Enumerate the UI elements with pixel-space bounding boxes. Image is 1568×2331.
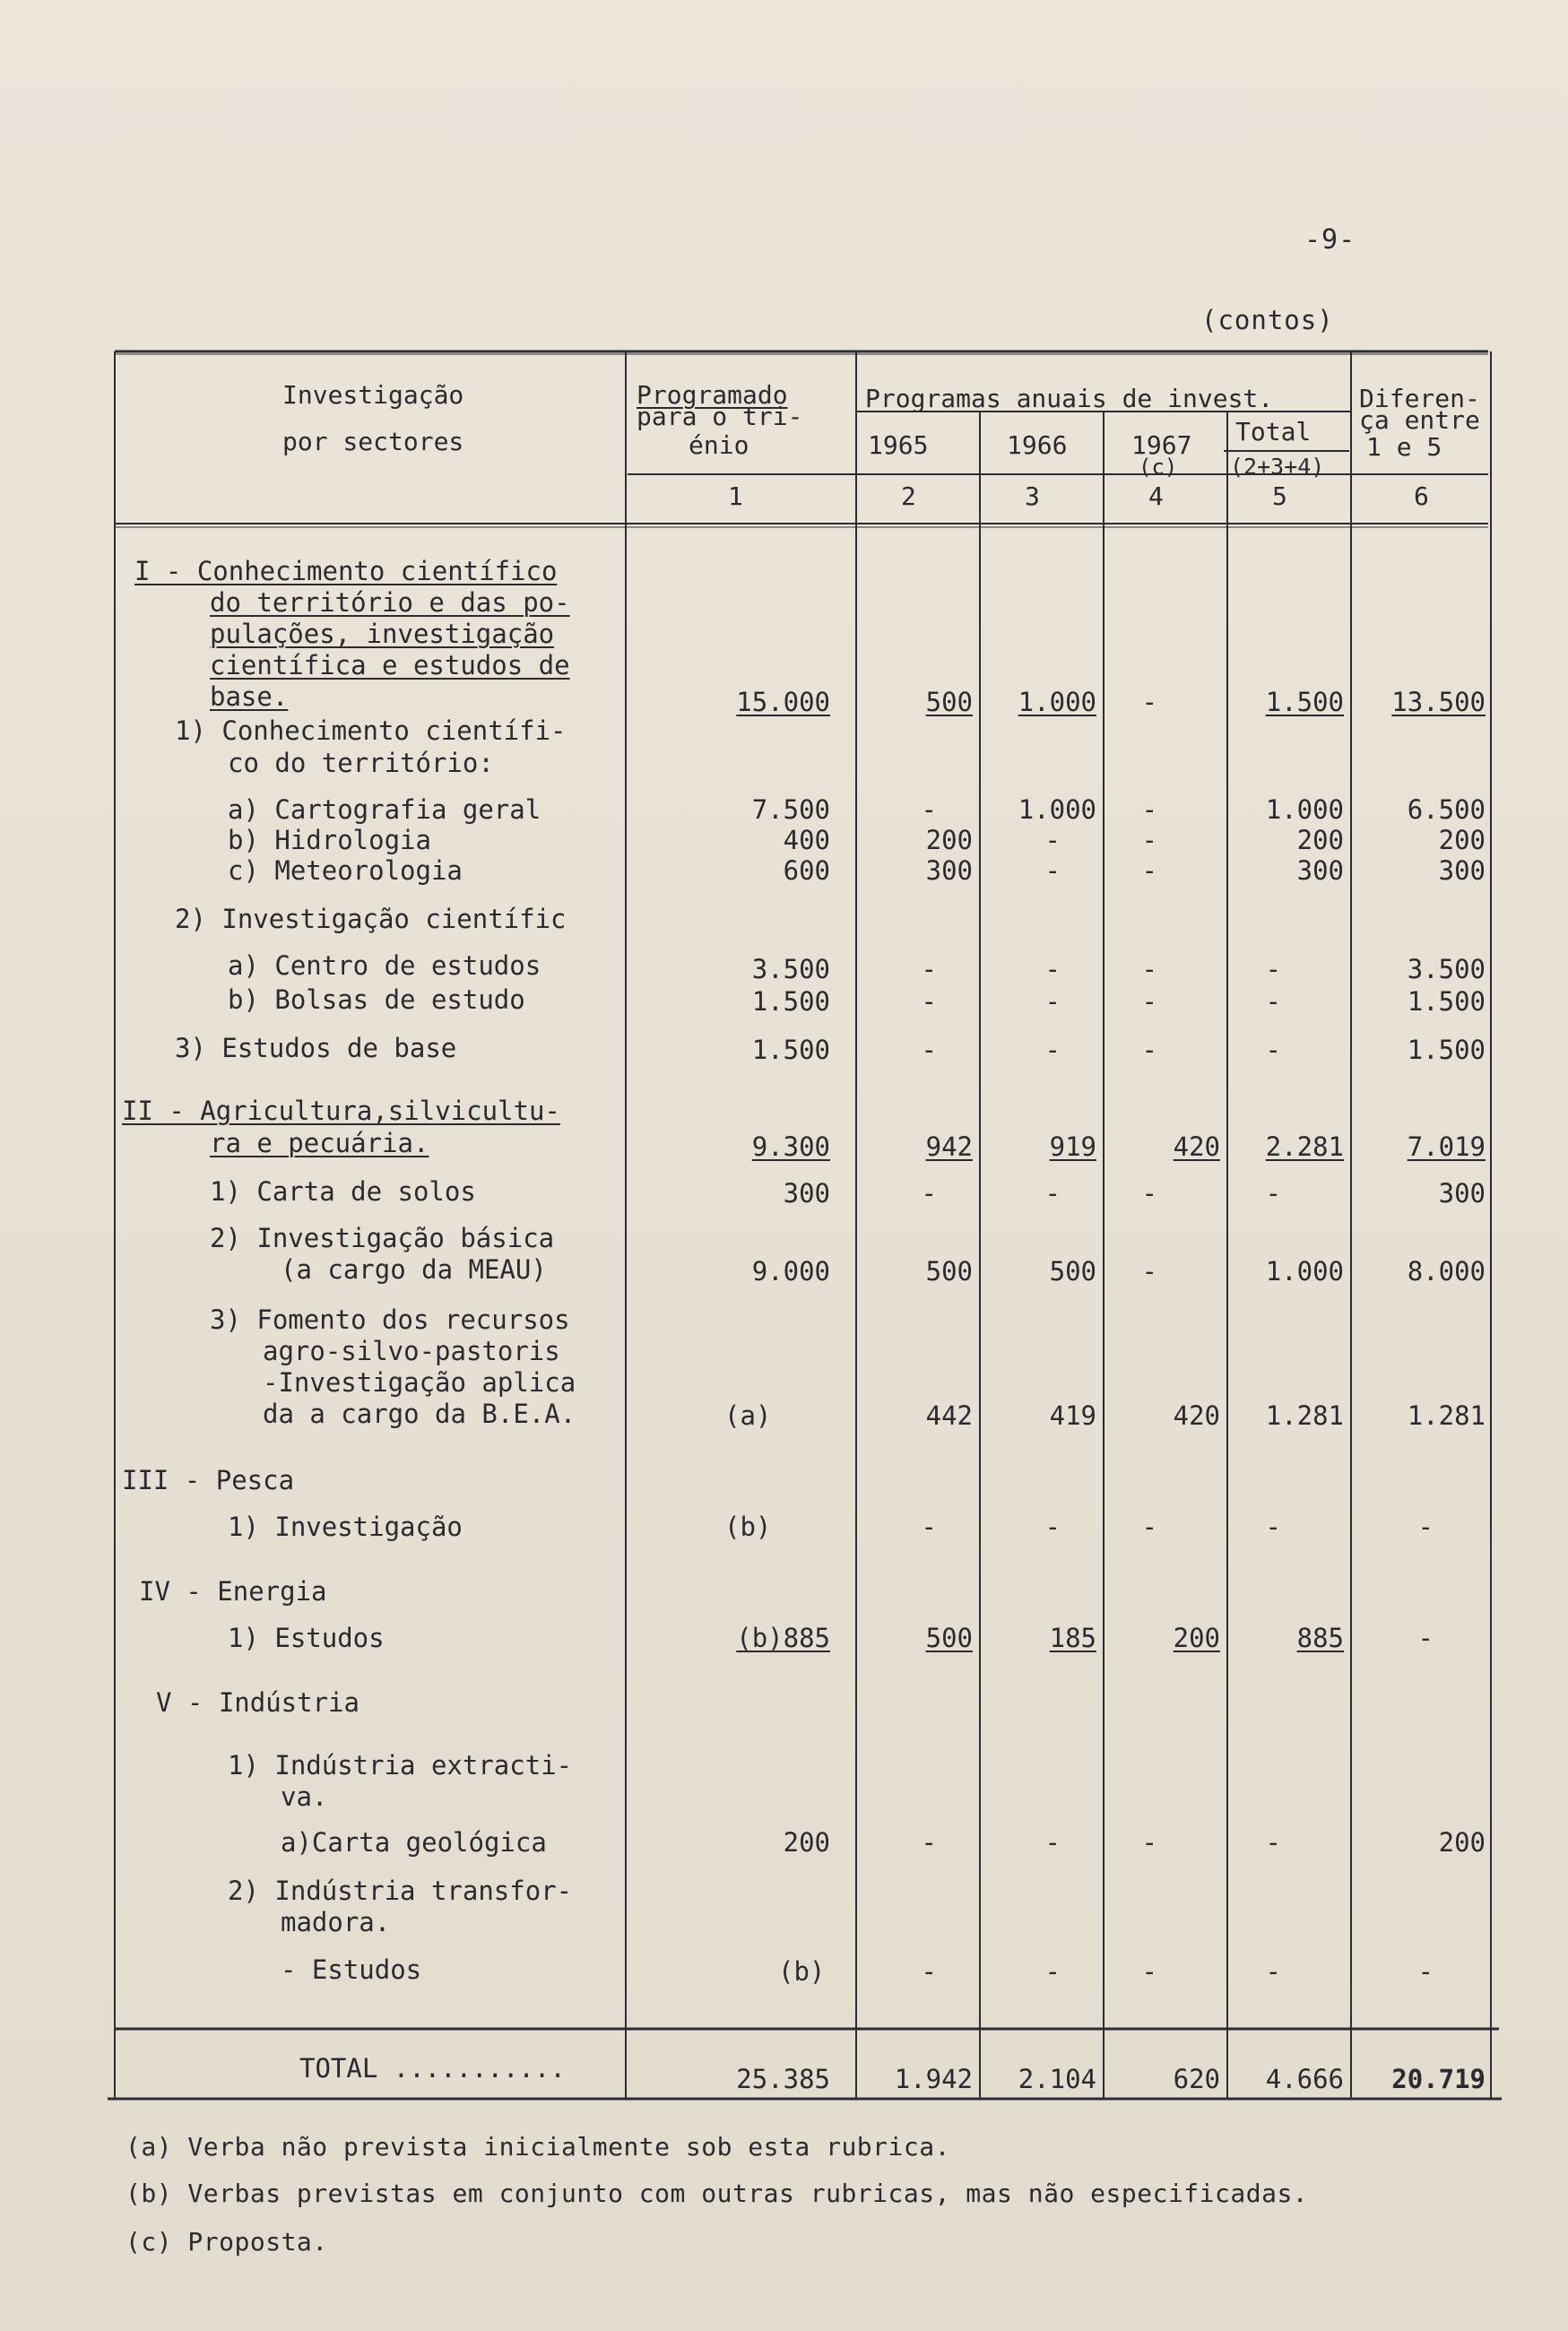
row-label: (a cargo da MEAU)	[281, 1254, 547, 1285]
value-col5: 1.500	[1265, 687, 1344, 717]
row-label: -Investigação aplica	[263, 1367, 576, 1398]
row-label: va.	[281, 1781, 328, 1812]
value-col2: -	[921, 1956, 937, 1987]
header-colnum-1: 1	[728, 481, 743, 511]
row-label: base.	[210, 681, 289, 712]
row-label: pulações, investigação	[210, 619, 555, 649]
header-colnum-6: 6	[1414, 481, 1429, 511]
value-col1: 9.300	[751, 1131, 830, 1162]
header-col1-line2: para o tri-	[637, 402, 803, 431]
value-col4: -	[1141, 1956, 1157, 1987]
header-1965: 1965	[868, 430, 929, 460]
row-label: 1) Indústria extracti-	[228, 1750, 573, 1781]
header-diff-line1: Diferen-	[1359, 384, 1480, 413]
header-col1-line3: énio	[689, 430, 749, 460]
row-label: 2) Investigação básica	[210, 1223, 555, 1253]
row-label: a)Carta geológica	[281, 1827, 547, 1858]
value-col3: 1.000	[1018, 794, 1096, 825]
header-1966: 1966	[1007, 430, 1068, 460]
header-diff-line2: ça entre	[1359, 405, 1480, 435]
total-col6: 20.719	[1391, 2064, 1486, 2094]
value-col6: 1.500	[1407, 986, 1486, 1017]
row-label: 1) Carta de solos	[210, 1176, 476, 1207]
row-label: agro-silvo-pastoris	[263, 1336, 560, 1366]
value-col1: (b)885	[736, 1623, 830, 1653]
value-col4: -	[1141, 825, 1157, 855]
value-col6: 8.000	[1407, 1256, 1486, 1287]
total-col2: 1.942	[894, 2064, 973, 2094]
value-col4: -	[1141, 1256, 1157, 1287]
value-col5: -	[1265, 1035, 1281, 1065]
value-col2: 300	[925, 855, 973, 886]
row-label: a) Cartografia geral	[228, 794, 541, 825]
header-colnum-3: 3	[1025, 481, 1040, 511]
value-col3: 419	[1049, 1400, 1096, 1431]
row-label: do território e das po-	[210, 587, 570, 618]
value-col5: -	[1265, 1178, 1281, 1209]
value-col5: -	[1265, 986, 1281, 1017]
row-label: da a cargo da B.E.A.	[263, 1399, 576, 1429]
value-col2: 200	[925, 825, 973, 855]
value-col2: 500	[925, 1256, 973, 1287]
value-col4: 420	[1173, 1400, 1220, 1431]
row-label: madora.	[281, 1907, 391, 1937]
header-col0-line2: por sectores	[282, 427, 464, 456]
value-col2: -	[921, 1827, 937, 1858]
row-label: 3) Fomento dos recursos	[210, 1304, 570, 1335]
header-total-line1: Total	[1235, 417, 1312, 446]
value-col1: 200	[783, 1827, 830, 1858]
value-col4: -	[1141, 855, 1157, 886]
row-label: b) Hidrologia	[228, 825, 431, 855]
total-label: TOTAL ...........	[299, 2053, 566, 2084]
value-col3: -	[1044, 825, 1061, 855]
value-col2: -	[921, 1178, 937, 1209]
value-col3: 919	[1049, 1131, 1096, 1162]
value-col5: 1.000	[1265, 794, 1344, 825]
header-col1-line1: Programado	[637, 380, 788, 410]
footnote-c: (c) Proposta.	[126, 2227, 328, 2257]
value-col6: 300	[1438, 1178, 1486, 1209]
row-label: I - Conhecimento científico	[134, 556, 558, 586]
value-col3: 1.000	[1018, 687, 1096, 717]
page-number: -9-	[1304, 224, 1356, 256]
value-col2: 442	[925, 1400, 973, 1431]
header-1967-note: (c)	[1139, 455, 1178, 480]
value-col6: 200	[1438, 1827, 1486, 1858]
value-col5: -	[1265, 1827, 1281, 1858]
value-col6: -	[1417, 1623, 1434, 1653]
row-label: c) Meteorologia	[228, 855, 463, 886]
value-col5: 200	[1296, 825, 1344, 855]
value-col4: -	[1141, 1512, 1157, 1542]
row-label: 1) Investigação	[228, 1512, 463, 1542]
row-label: - Estudos	[281, 1954, 422, 1985]
footnote-a: (a) Verba não prevista inicialmente sob esta rubrica.	[126, 2132, 950, 2162]
row-label: III - Pesca	[122, 1465, 295, 1495]
value-col2: -	[921, 1512, 937, 1542]
value-col1: (b)	[778, 1956, 826, 1987]
value-col6: 13.500	[1391, 687, 1486, 717]
value-col4: -	[1141, 1827, 1157, 1858]
value-col6: 1.500	[1407, 1035, 1486, 1065]
value-col3: -	[1044, 1956, 1061, 1987]
row-label: 1) Estudos	[228, 1623, 385, 1653]
value-col4: 200	[1173, 1623, 1220, 1653]
value-col2: 500	[925, 687, 973, 717]
row-label: 2) Indústria transfor-	[228, 1876, 573, 1906]
row-label: científica e estudos de	[210, 650, 570, 680]
value-col1: 1.500	[751, 1035, 830, 1065]
value-col5: 1.000	[1265, 1256, 1344, 1287]
value-col5: -	[1265, 1956, 1281, 1987]
value-col3: -	[1044, 1178, 1061, 1209]
value-col2: -	[921, 954, 937, 984]
value-col6: 6.500	[1407, 794, 1486, 825]
row-label: a) Centro de estudos	[228, 950, 541, 981]
value-col1: 1.500	[751, 986, 830, 1017]
header-colnum-4: 4	[1148, 481, 1164, 511]
row-label: IV - Energia	[139, 1576, 327, 1607]
value-col1: (b)	[724, 1512, 772, 1542]
value-col4: -	[1141, 954, 1157, 984]
value-col5: 885	[1296, 1623, 1344, 1653]
value-col1: 300	[783, 1178, 830, 1209]
value-col6: 1.281	[1407, 1400, 1486, 1431]
value-col3: -	[1044, 954, 1061, 984]
value-col6: 300	[1438, 855, 1486, 886]
value-col5: 2.281	[1265, 1131, 1344, 1162]
footnote-b: (b) Verbas previstas em conjunto com outras rubricas, mas não especificadas.	[126, 2179, 1309, 2208]
value-col1: 400	[783, 825, 830, 855]
value-col4: 420	[1173, 1131, 1220, 1162]
row-label: co do território:	[228, 748, 494, 778]
unit-label: (contos)	[1201, 305, 1334, 335]
value-col2: 500	[925, 1623, 973, 1653]
row-label: b) Bolsas de estudo	[228, 984, 525, 1015]
value-col5: 1.281	[1265, 1400, 1344, 1431]
header-group: Programas anuais de invest.	[865, 384, 1274, 413]
value-col1: 3.500	[751, 954, 830, 984]
row-label: 2) Investigação científic	[175, 904, 567, 934]
value-col6: 200	[1438, 825, 1486, 855]
header-colnum-5: 5	[1272, 481, 1287, 511]
value-col4: -	[1141, 986, 1157, 1017]
header-col0-line1: Investigação	[282, 380, 464, 410]
value-col2: -	[921, 1035, 937, 1065]
value-col3: -	[1044, 855, 1061, 886]
value-col3: -	[1044, 1827, 1061, 1858]
header-colnum-2: 2	[901, 481, 916, 511]
value-col5: 300	[1296, 855, 1344, 886]
value-col3: -	[1044, 986, 1061, 1017]
value-col2: -	[921, 986, 937, 1017]
value-col2: -	[921, 794, 937, 825]
value-col4: -	[1141, 794, 1157, 825]
row-label: 1) Conhecimento científi-	[175, 715, 567, 746]
value-col6: -	[1417, 1512, 1434, 1542]
header-diff-line3: 1 e 5	[1366, 432, 1442, 462]
value-col3: -	[1044, 1035, 1061, 1065]
row-label: V - Indústria	[156, 1687, 360, 1718]
value-col6: 3.500	[1407, 954, 1486, 984]
total-col3: 2.104	[1018, 2064, 1096, 2094]
row-label: II - Agricultura,silvicultu-	[122, 1096, 560, 1126]
value-col6: -	[1417, 1956, 1434, 1987]
value-col1: 15.000	[736, 687, 830, 717]
header-1967: 1967	[1131, 430, 1192, 460]
value-col1: 7.500	[751, 794, 830, 825]
value-col5: -	[1265, 954, 1281, 984]
value-col3: -	[1044, 1512, 1061, 1542]
header-total-line2: (2+3+4)	[1230, 454, 1325, 480]
value-col4: -	[1141, 1035, 1157, 1065]
value-col2: 942	[925, 1131, 973, 1162]
value-col4: -	[1141, 1178, 1157, 1209]
value-col3: 185	[1049, 1623, 1096, 1653]
value-col1: (a)	[724, 1400, 772, 1431]
total-col4: 620	[1173, 2064, 1220, 2094]
row-label: 3) Estudos de base	[175, 1033, 457, 1063]
value-col3: 500	[1049, 1256, 1096, 1287]
value-col6: 7.019	[1407, 1131, 1486, 1162]
total-col5: 4.666	[1265, 2064, 1344, 2094]
value-col1: 9.000	[751, 1256, 830, 1287]
total-col1: 25.385	[736, 2064, 830, 2094]
row-label: ra e pecuária.	[210, 1128, 429, 1158]
value-col1: 600	[783, 855, 830, 886]
value-col4: -	[1141, 687, 1157, 717]
value-col5: -	[1265, 1512, 1281, 1542]
